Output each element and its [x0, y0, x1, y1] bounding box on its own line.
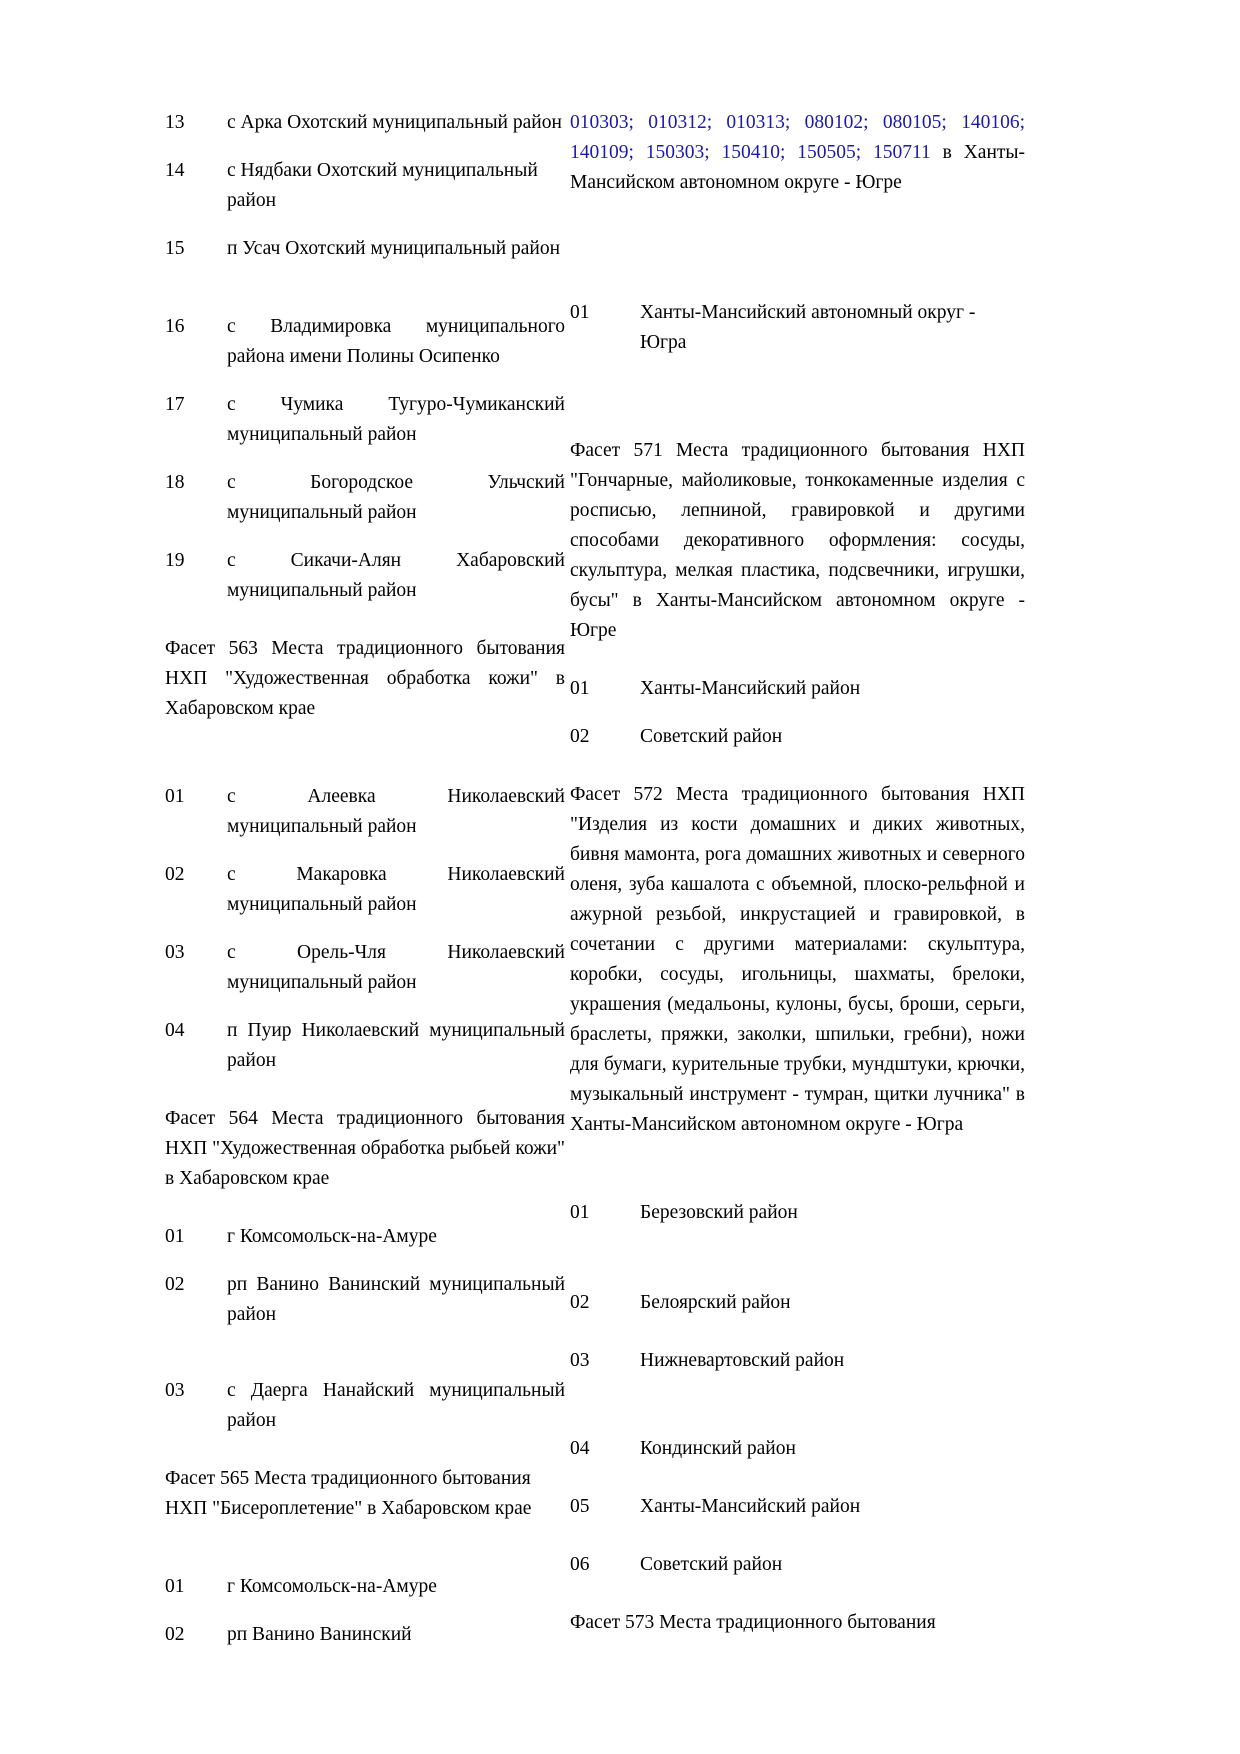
- entry-row: [165, 1376, 565, 1436]
- facet-paragraph: Фасет 572 Места традиционного бытования НХП "Изделия из кости домашних и диких животных, бивня мамонта, рога домашних животных и северного оленя, зуба кашалота с объемной, плоско-рельфной и ажурной резьбой, инкрустацией и гравировкой, в сочетании с другими материалами: скульптура, коробки, сосуды, игольницы, шахматы, брелоки, украшения (медальоны, кулоны, бусы, броши, серьги, браслеты, пряжки, заколки, шпильки, гребни), ножи для бумаги, курительные трубки, мундштуки, крючки, музыкальный инструмент - тумран, щитки лучника" в Ханты-Мансийском автономном округе - Югра: [570, 784, 1025, 1135]
- entry-code: 02: [165, 864, 185, 885]
- entry-row: [165, 860, 565, 920]
- vertical-spacer: [165, 1076, 565, 1104]
- classifier-code-links[interactable]: 010303; 010312; 010313; 080102; 080105; 140106; 140109; 150303; 150410; 150505; 150711: [570, 112, 1025, 163]
- vertical-spacer: [165, 842, 565, 860]
- entry-text: Советский район: [640, 726, 783, 747]
- entry-code: 01: [165, 1226, 185, 1247]
- entry-row: [165, 1270, 565, 1330]
- vertical-spacer: [570, 1140, 1025, 1198]
- entry-row: [165, 1620, 565, 1650]
- vertical-spacer: [165, 1602, 565, 1620]
- entry-text: г Комсомольск-на-Амуре: [227, 1226, 437, 1247]
- entry-row: [570, 1346, 1025, 1376]
- entry-text: рп Ванино Ванинский муниципальный район: [227, 1274, 565, 1325]
- vertical-spacer: [165, 1252, 565, 1270]
- vertical-spacer: [165, 1330, 565, 1376]
- entry-code: 06: [570, 1554, 590, 1575]
- vertical-spacer: [570, 1580, 1025, 1608]
- entry-text: рп Ванино Ванинский: [227, 1624, 412, 1645]
- vertical-spacer: [165, 1194, 565, 1222]
- facet-paragraph: Фасет 565 Места традиционного бытования НХП "Бисероплетение" в Хабаровском крае: [165, 1468, 532, 1519]
- facet-paragraph: Фасет 563 Места традиционного бытования НХП "Художественная обработка кожи" в Хабаровском крае: [165, 638, 565, 719]
- facet-paragraph: Фасет 571 Места традиционного бытования НХП "Гончарные, майоликовые, тонкокаменные изделия с росписью, лепниной, гравировкой и другими способами декоративного оформления: сосуды, скульптура, мелкая пластика, подсвечники, игрушки, бусы" в Ханты-Мансийском автономном округе - Югре: [570, 440, 1025, 641]
- entry-text: с Нядбаки Охотский муниципальный район: [227, 160, 538, 211]
- vertical-spacer: [165, 138, 565, 156]
- vertical-spacer: [570, 1228, 1025, 1288]
- entry-text: с Богородское Ульчский муниципальный район: [227, 472, 565, 523]
- entry-code: 15: [165, 238, 185, 259]
- entry-code: 01: [570, 1202, 590, 1223]
- entry-row: [165, 390, 565, 450]
- entry-text: Кондинский район: [640, 1438, 796, 1459]
- entry-code: 16: [165, 316, 185, 337]
- entry-code: 05: [570, 1496, 590, 1517]
- left-column: [165, 108, 565, 1650]
- entry-row: [165, 1572, 565, 1602]
- entry-row: [570, 722, 1025, 752]
- entry-text: Нижневартовский район: [640, 1350, 845, 1371]
- entry-row: [570, 1550, 1025, 1580]
- entry-code: 03: [570, 1350, 590, 1371]
- entry-code: 01: [165, 786, 185, 807]
- entry-text: Ханты-Мансийский автономный округ - Югра: [640, 302, 976, 353]
- entry-row: [570, 1492, 1025, 1522]
- entry-code: 03: [165, 1380, 185, 1401]
- entry-text: с Сикачи-Алян Хабаровский муниципальный район: [227, 550, 565, 601]
- vertical-spacer: [570, 1376, 1025, 1434]
- entry-row: [570, 674, 1025, 704]
- vertical-spacer: [165, 606, 565, 634]
- entry-text: г Комсомольск-на-Амуре: [227, 1576, 437, 1597]
- entry-text: с Алеевка Николаевский муниципальный район: [227, 786, 565, 837]
- vertical-spacer: [165, 264, 565, 312]
- entry-code: 04: [570, 1438, 590, 1459]
- entry-row: [165, 156, 565, 216]
- entry-row: [165, 938, 565, 998]
- facet-link-paragraph: [570, 108, 1025, 198]
- right-column: [570, 108, 1025, 1638]
- entry-text: с Орель-Чля Николаевский муниципальный район: [227, 942, 565, 993]
- entry-row: [165, 1016, 565, 1076]
- entry-row: [165, 1222, 565, 1252]
- entry-code: 17: [165, 394, 185, 415]
- entry-code: 18: [165, 472, 185, 493]
- entry-text: Советский район: [640, 1554, 783, 1575]
- entry-code: 02: [165, 1274, 185, 1295]
- entry-text: п Усач Охотский муниципальный район: [227, 238, 561, 259]
- entry-code: 03: [165, 942, 185, 963]
- vertical-spacer: [165, 216, 565, 234]
- entry-text: с Даерга Нанайский муниципальный район: [227, 1380, 565, 1431]
- entry-code: 02: [570, 1292, 590, 1313]
- region-name-text: в Ханты-Мансийском автономном округе - Югре: [570, 142, 1025, 193]
- entry-code: 01: [570, 302, 590, 323]
- entry-text: с Чумика Тугуро-Чумиканский муниципальный район: [227, 394, 565, 445]
- vertical-spacer: [165, 920, 565, 938]
- entry-code: 01: [570, 678, 590, 699]
- entry-row: [165, 468, 565, 528]
- entry-code: 01: [165, 1576, 185, 1597]
- entry-code: 02: [165, 1624, 185, 1645]
- entry-row: [165, 782, 565, 842]
- vertical-spacer: [570, 1318, 1025, 1346]
- entry-row: [570, 1434, 1025, 1464]
- vertical-spacer: [165, 998, 565, 1016]
- entry-row: [570, 1288, 1025, 1318]
- entry-code: 14: [165, 160, 185, 181]
- entry-code: 19: [165, 550, 185, 571]
- entry-text: п Пуир Николаевский муниципальный район: [227, 1020, 565, 1071]
- entry-code: 04: [165, 1020, 185, 1041]
- entry-text: Ханты-Мансийский район: [640, 678, 861, 699]
- entry-text: с Арка Охотский муниципальный район: [227, 112, 562, 133]
- entry-row: [165, 234, 565, 264]
- entry-text: Белоярский район: [640, 1292, 791, 1313]
- vertical-spacer: [165, 724, 565, 782]
- entry-text: Березовский район: [640, 1202, 798, 1223]
- vertical-spacer: [570, 704, 1025, 722]
- entry-code: 13: [165, 112, 185, 133]
- entry-row: [570, 298, 1025, 358]
- entry-text: Ханты-Мансийский район: [640, 1496, 861, 1517]
- facet-paragraph: Фасет 573 Места традиционного бытования: [570, 1612, 936, 1633]
- vertical-spacer: [570, 1522, 1025, 1550]
- entry-row: [165, 108, 565, 138]
- entry-text: с Владимировка муниципального района имени Полины Осипенко: [227, 316, 565, 367]
- vertical-spacer: [165, 528, 565, 546]
- vertical-spacer: [570, 752, 1025, 780]
- vertical-spacer: [570, 198, 1025, 298]
- vertical-spacer: [165, 450, 565, 468]
- entry-row: [570, 1198, 1025, 1228]
- vertical-spacer: [165, 372, 565, 390]
- entry-code: 02: [570, 726, 590, 747]
- vertical-spacer: [165, 1436, 565, 1464]
- entry-row: [165, 312, 565, 372]
- vertical-spacer: [165, 1524, 565, 1572]
- entry-row: [165, 546, 565, 606]
- vertical-spacer: [570, 358, 1025, 436]
- vertical-spacer: [570, 646, 1025, 674]
- facet-paragraph: Фасет 564 Места традиционного бытования НХП "Художественная обработка рыбьей кожи" в Хабаровском крае: [165, 1108, 565, 1189]
- entry-text: с Макаровка Николаевский муниципальный район: [227, 864, 565, 915]
- vertical-spacer: [570, 1464, 1025, 1492]
